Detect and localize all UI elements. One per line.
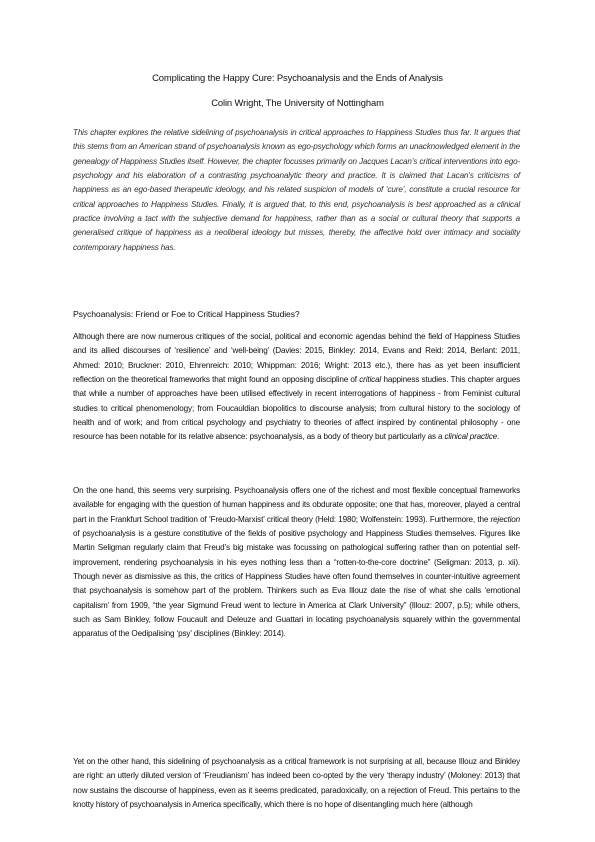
paragraph-text: happiness studies. This chapter argues that while a number of approaches have been utilised effectively in recent interrogations of happiness - from Feminist cultural studies to critical phenomenology; from Foucauldian biopolitics to discourse analysis; from cultural history to the sociology of health and of work; and from critical psychology and psychiatry to theories of affect inspired by continental philosophy - one resource has been notable for its relative absence: psychoanalysis, as a body of theory but particularly as a (73, 375, 520, 442)
paragraph-text: of psychoanalysis is a gesture constitutive of the fields of positive psychology and Happiness Studies themselves. Figures like Martin Seligman regularly claim that Freud’s big mistake was focussing on pathological suffering rather than on potential self-improvement, rendering psychoanalysis in his eyes nothing less than a “rotten-to-the-core doctrine” (Seligman: 2013, p. xii). Though never as dismissive as this, the critics of Happiness Studies have often found themselves in counter-intuitive agreement that psychoanalysis is somehow part of the problem. Thinkers such as Eva Illouz date the rise of what she calls ‘emotional capitalism’ from 1909, “the year Sigmund Freud went to lecture in America at Clark University” (Illouz: 2007, p.5); while others, such as Sam Binkley, follow Foucault and Deleuze and Guattari in locating psychoanalysis squarely within the governmental apparatus of the Oedipalising ‘psy’ disciplines (Binkley: 2014). (73, 529, 520, 639)
body-paragraph-1 (73, 330, 520, 445)
author-line: Colin Wright, The University of Nottingham (211, 97, 384, 108)
abstract: This chapter explores the relative sidelining of psychoanalysis in critical approaches to Happiness Studies thus far. It argues that this stems from an American strand of psychoanalysis known as ego-psychology which forms an unacknowledged element in the genealogy of Happiness Studies itself. However, the chapter focusses primarily on Jacques Lacan’s critical interventions into ego-psychology and his elaboration of a contrasting psychoanalytic theory and practice. It is claimed that Lacan’s criticisms of happiness as an ego-based therapeutic ideology, and his related suspicion of models of ‘cure’, constitute a crucial resource for critical approaches to Happiness Studies. Finally, it is argued that, to this end, psychoanalysis is best approached as a clinical practice involving a tact with the subjective demand for happiness, rather than as a social or cultural theory that supports a generalised critique of happiness as a neoliberal ideology but misses, thereby, the affective hold over intimacy and sociality contemporary happiness has. (73, 128, 520, 252)
emphasis-text: rejection (490, 514, 520, 524)
body-paragraph-2 (73, 484, 520, 642)
paragraph-text: On the one hand, this seems very surprising. Psychoanalysis offers one of the richest and most flexible conceptual frameworks available for engaging with the question of human happiness and its obdurate opposite; one that has, moreover, played a central part in the Frankfurt School tradition of ‘Freudo-Marxist’ critical theory (Held: 1980; Wolfenstein: 1993). Furthermore, the (73, 486, 520, 524)
paragraph-text: . (497, 432, 500, 442)
emphasis-text: critical (359, 375, 382, 385)
emphasis-text: clinical practice (444, 432, 498, 442)
paragraph-text: Although there are now numerous critiques of the social, political and economic agendas behind the field of Happiness Studies and its allied discourses of ‘resilience’ and ‘well-being’ (Davies: 2015, Binkley: 2014, Evans and Reid: 2014, Berlant: 2011, Ahmed: 2010; Bruckner: 2010, Ehrenreich: 2010; Whippman: 2016; Wright: 2013 etc.), there has as yet been insufficient reflection on the theoretical frameworks that might found an opposing discipline of (73, 332, 520, 385)
document-title: Complicating the Happy Cure: Psychoanalysis and the Ends of Analysis (152, 72, 443, 83)
body-paragraph-3: Yet on the other hand, this sidelining of psychoanalysis as a critical framework is not surprising at all, because Illouz and Binkley are right: an utterly diluted version of ‘Freudianism’ has indeed been co-opted by the very ‘therapy industry’ (Moloney: 2013) that now sustains the discourse of happiness, even as it seems predicated, paradoxically, on a rejection of Freud. This pertains to the knotty history of psychoanalysis in America specifically, which there is no hope of disentangling much here (although (73, 757, 520, 810)
section-heading: Psychoanalysis: Friend or Foe to Critical Happiness Studies? (73, 309, 300, 319)
